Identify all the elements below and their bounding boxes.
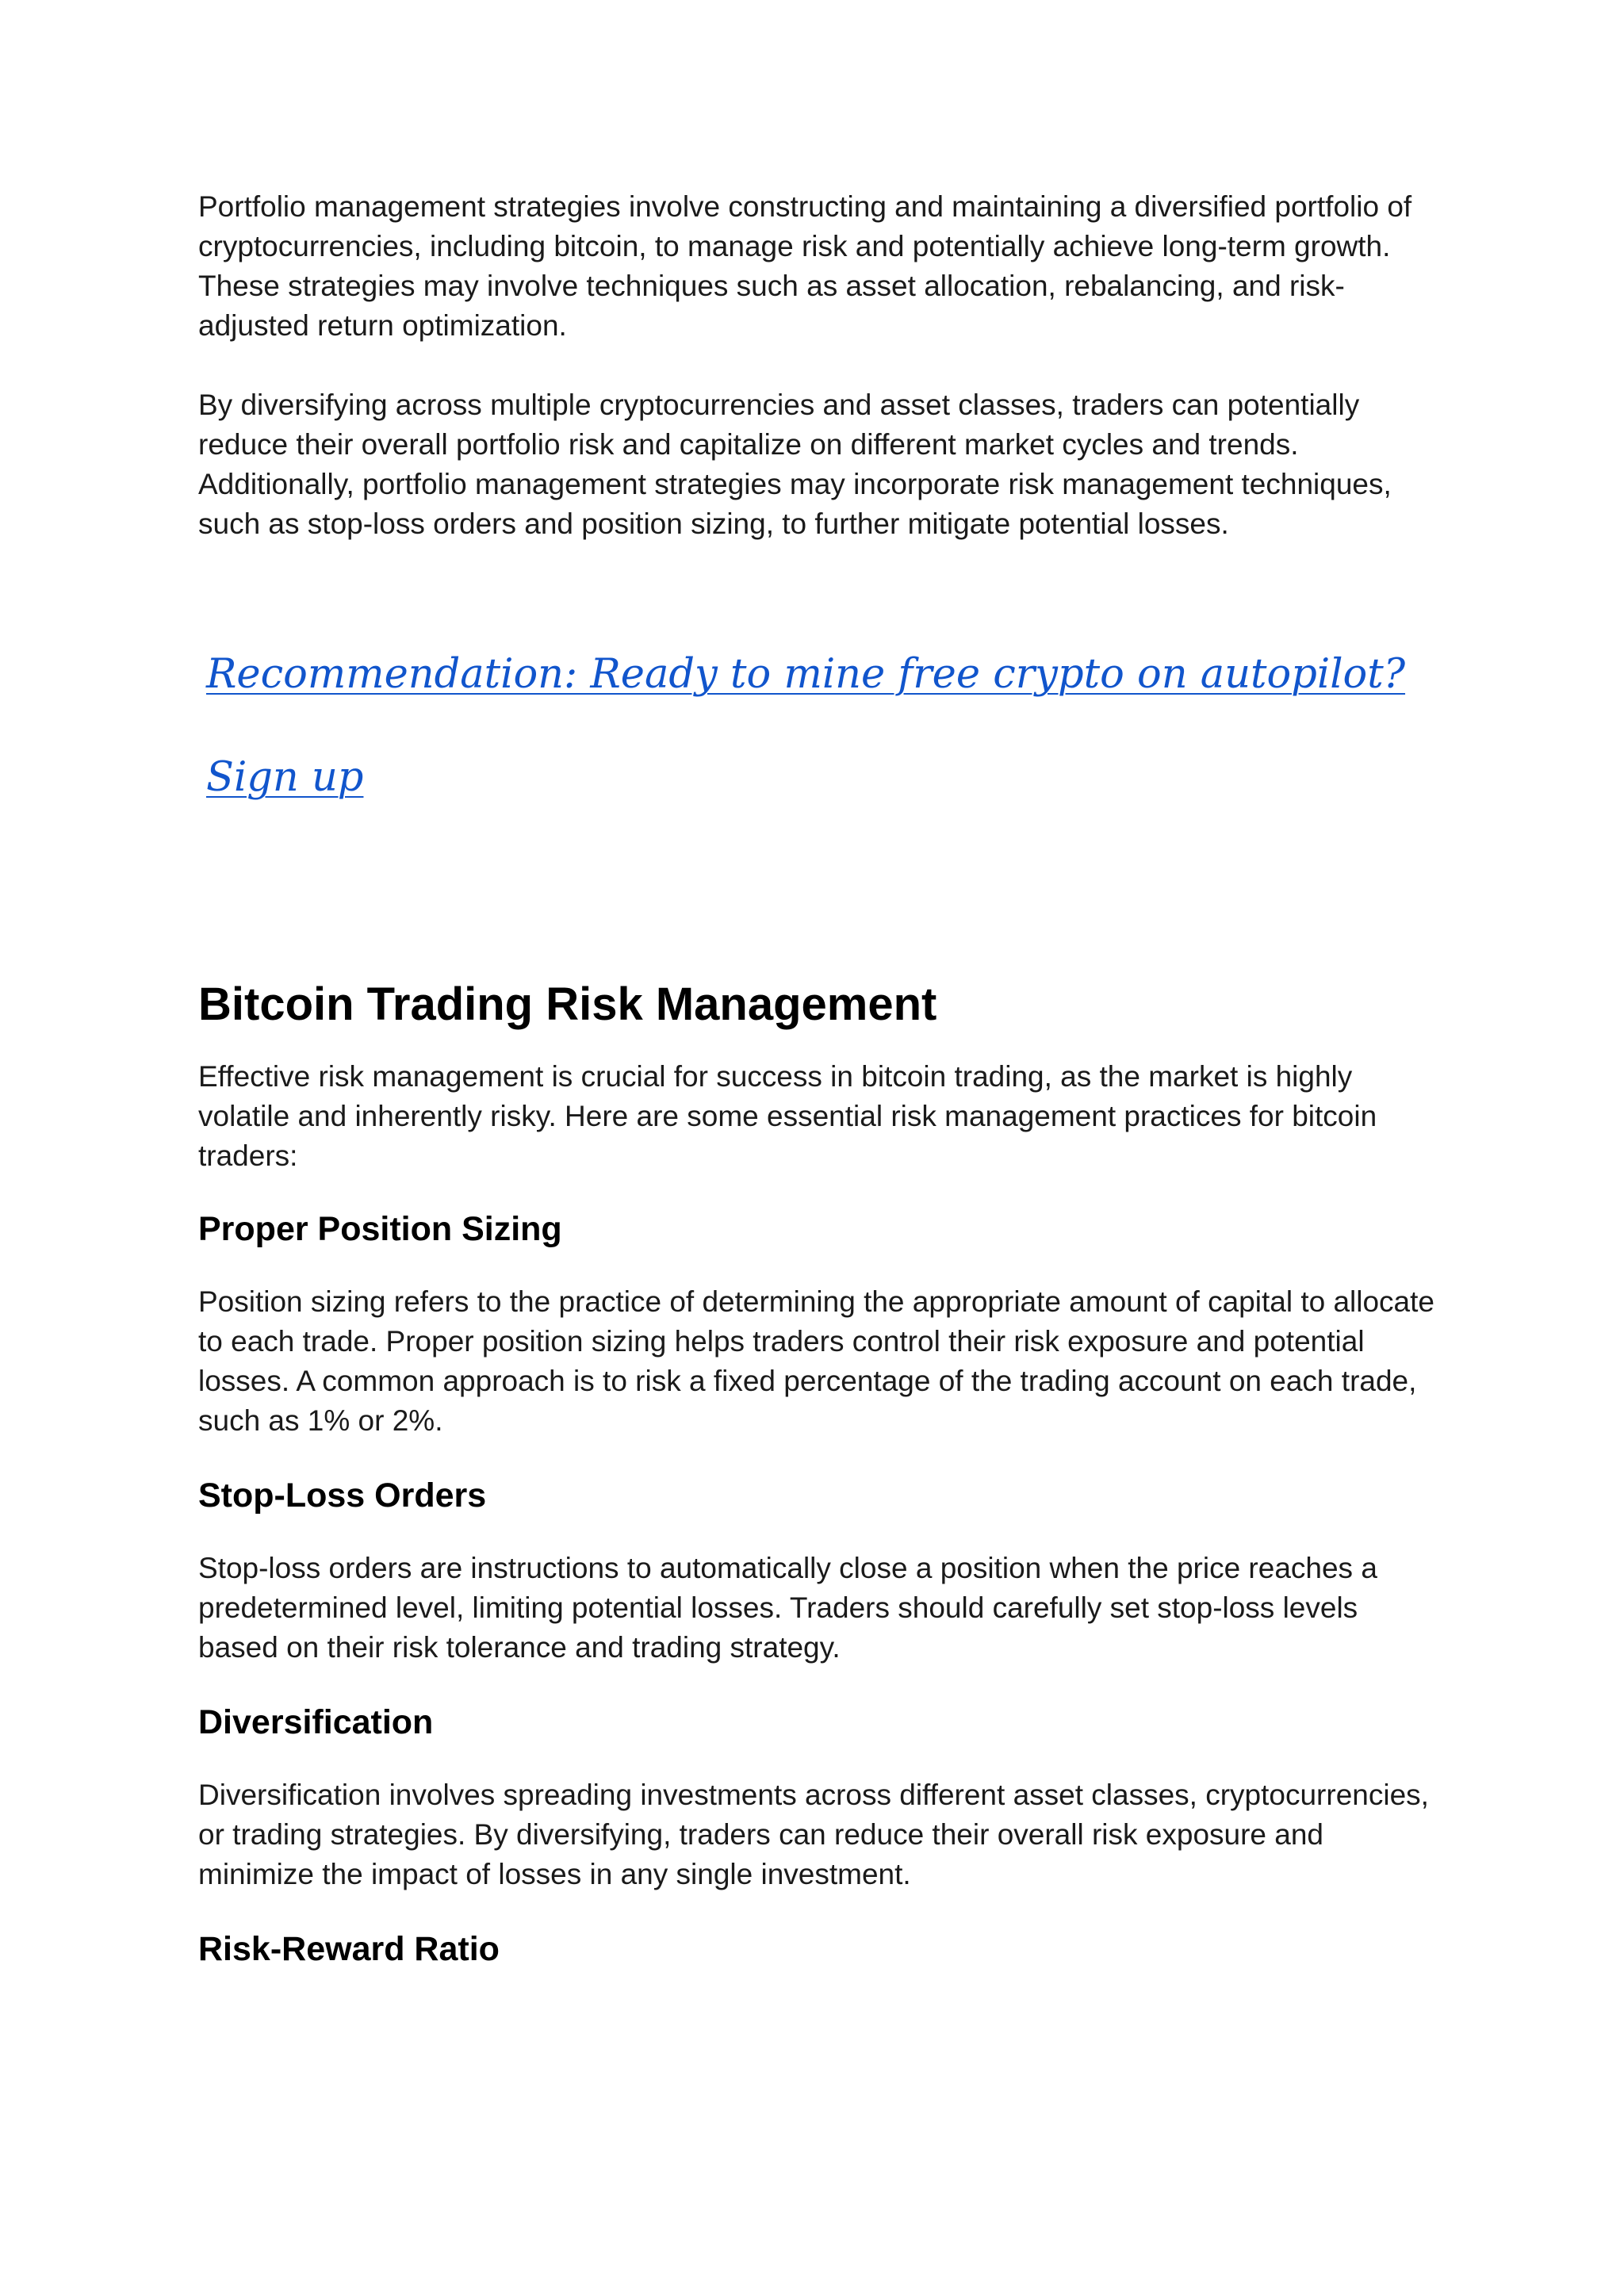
- paragraph-diversifying: By diversifying across multiple cryptocurrencies and asset classes, traders can potentially reduce their overall portfolio risk and capitalize on different market cycles and trends. Additionally, portfolio management strategies may incorporate risk management techniques, such as stop-loss orders and position sizing, to further mitigate potential losses.: [198, 389, 1392, 540]
- section-intro: Effective risk management is crucial for success in bitcoin trading, as the market is highly volatile and inherently risky. Here are some essential risk management practices for bitcoin traders:: [198, 1060, 1377, 1172]
- paragraph-portfolio-strategies: Portfolio management strategies involve constructing and maintaining a diversified portfolio of cryptocurrencies, including bitcoin, to manage risk and potentially achieve long-term growth. These strategies may involve techniques such as asset allocation, rebalancing, and risk-adjusted return optimization.: [198, 190, 1412, 342]
- paragraph-position-sizing: Position sizing refers to the practice of determining the appropriate amount of capital to allocate to each trade. Proper position sizing helps traders control their risk exposure and potential losses. A common approach is to risk a fixed percentage of the trading account on each trade, such as 1% or 2%.: [198, 1285, 1434, 1437]
- recommendation-block: [206, 623, 1435, 829]
- heading-risk-reward: Risk-Reward Ratio: [198, 1930, 500, 1968]
- paragraph-stop-loss: Stop-loss orders are instructions to automatically close a position when the price reaches a predetermined level, limiting potential losses. Traders should carefully set stop-loss levels based on their risk tolerance and trading strategy.: [198, 1552, 1377, 1664]
- recommendation-link[interactable]: Recommendation: Ready to mine free crypto on autopilot? Sign up: [206, 651, 1406, 801]
- section-title: Bitcoin Trading Risk Management: [198, 978, 937, 1030]
- heading-stop-loss: Stop-Loss Orders: [198, 1476, 487, 1515]
- heading-diversification: Diversification: [198, 1703, 434, 1741]
- paragraph-diversification: Diversification involves spreading investments across different asset classes, cryptocurrencies, or trading strategies. By diversifying, traders can reduce their overall risk exposure and minimize the impact of losses in any single investment.: [198, 1779, 1429, 1890]
- page-content: [198, 187, 1435, 2002]
- heading-position-sizing: Proper Position Sizing: [198, 1210, 562, 1248]
